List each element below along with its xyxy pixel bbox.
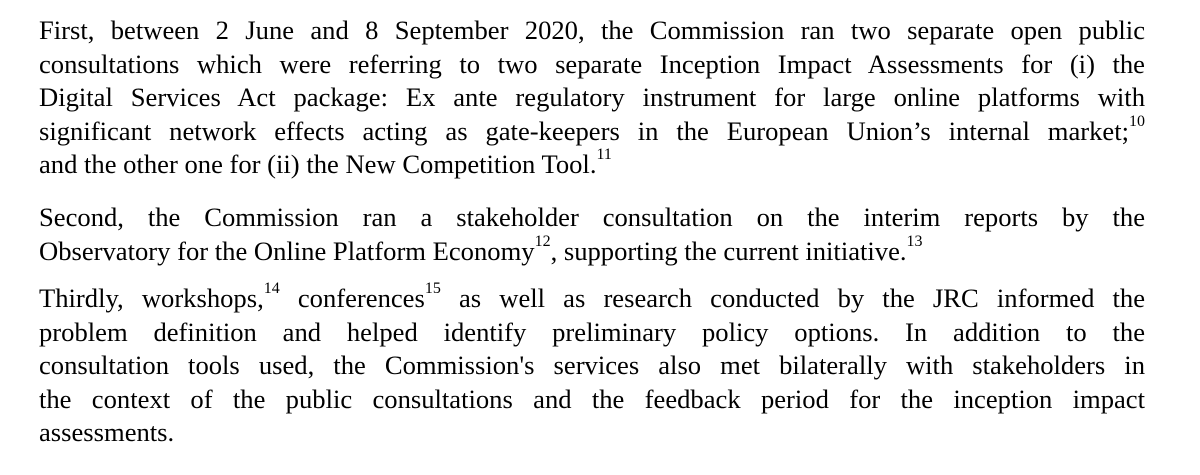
paragraph-line: Second, the Commission ran a stakeholder consultation on the interim reports by the bbox=[39, 202, 1145, 232]
paragraph-line: consultations which were referring to two separate Inception Impact Assessments for (i) the bbox=[39, 48, 1145, 79]
paragraph-line: consultation tools used, the Commission's services also met bilaterally with stakeholders in bbox=[39, 350, 1145, 380]
footnote-ref-15[interactable]: 15 bbox=[424, 280, 441, 298]
paragraph-line: problem definition and helped identify preliminary policy options. In addition to the bbox=[39, 316, 1145, 347]
footnote-ref-12[interactable]: 12 bbox=[534, 232, 551, 250]
paragraph-line bbox=[39, 232, 1145, 269]
line-text: , supporting the current initiative. bbox=[550, 235, 907, 266]
line-text: Thirdly, workshops, bbox=[39, 283, 264, 313]
line-text: and the other one for (ii) the New Competition Tool. bbox=[39, 149, 597, 179]
footnote-ref-10[interactable]: 10 bbox=[1129, 112, 1145, 130]
paragraph-line: Digital Services Act package: Ex ante regulatory instrument for large online platforms with bbox=[39, 82, 1145, 112]
paragraph-line: the context of the public consultations and the feedback period for the inception impact bbox=[39, 383, 1145, 414]
footnote-ref-14[interactable]: 14 bbox=[263, 280, 280, 298]
paragraph-line bbox=[39, 112, 1145, 149]
paragraph-line: First, between 2 June and 8 September 2020, the Commission ran two separate open public bbox=[39, 15, 1145, 45]
line-text: conferences bbox=[279, 283, 425, 313]
line-text: Observatory for the Online Platform Economy bbox=[39, 235, 535, 266]
paragraph-line bbox=[39, 148, 1145, 182]
paragraph-line: assessments. bbox=[39, 417, 175, 447]
paragraph-third bbox=[39, 282, 1145, 450]
paragraph-line bbox=[39, 282, 1145, 316]
line-text: significant network effects acting as gate-keepers in the European Union’s internal market; bbox=[39, 115, 1129, 146]
footnote-ref-11[interactable]: 11 bbox=[596, 146, 612, 164]
paragraph-second bbox=[39, 201, 1145, 268]
footnote-ref-13[interactable]: 13 bbox=[906, 232, 923, 250]
paragraph-first bbox=[39, 14, 1145, 182]
line-text: as well as research conducted by the JRC informed the bbox=[440, 283, 1145, 313]
